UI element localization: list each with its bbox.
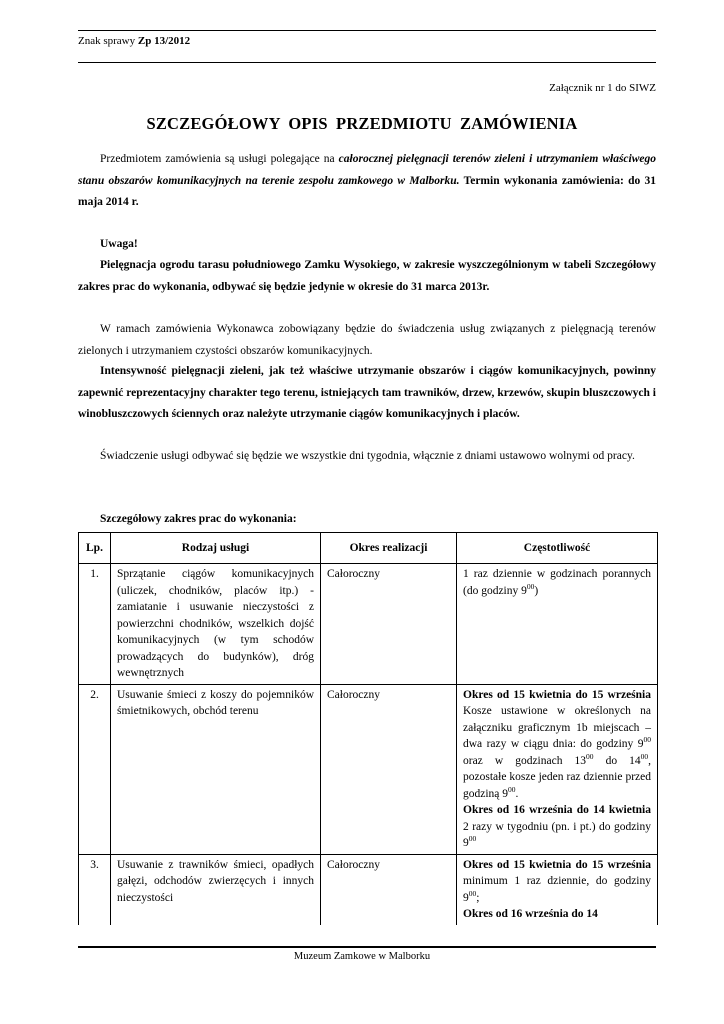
row-frequency: Okres od 15 kwietnia do 15 września minimum 1 raz dziennie, do godziny $9^{00}$; Okres od 16 września do 14 bbox=[457, 854, 658, 925]
table-row bbox=[79, 684, 658, 854]
intro-text: Przedmiotem zamówienia są usługi polegające na bbox=[100, 153, 339, 165]
row-lp: 2. bbox=[79, 684, 111, 854]
header-top-rule bbox=[78, 30, 656, 31]
intro-deadline: Termin wykonania zamówienia: do 31 maja 2014 r. bbox=[78, 174, 657, 208]
works-table bbox=[78, 532, 658, 925]
header-period: Okres realizacji bbox=[321, 533, 457, 564]
page-title: SZCZEGÓŁOWY OPIS PRZEDMIOTU ZAMÓWIENIA bbox=[146, 114, 578, 133]
case-reference bbox=[78, 35, 190, 47]
header-frequency: Częstotliwość bbox=[457, 533, 658, 564]
header-bottom-rule bbox=[78, 62, 656, 63]
table-header-row bbox=[79, 533, 658, 564]
note-heading: Uwaga! bbox=[100, 238, 138, 250]
table-row bbox=[79, 854, 658, 925]
intensity-paragraph: Intensywność pielęgnacji zieleni, jak też właściwe utrzymanie obszarów i ciągów komunikacyjnych, powinny zapewnić reprezentacyjny charakter tego terenu, istniejących tam trawników, drzew, krzewów, skupin bluszczowych i winobluszczowych ściennych oraz należyte utrzymanie ciągów komunikacyjnych i placów. bbox=[78, 365, 656, 420]
schedule-paragraph: Świadczenie usługi odbywać się będzie we wszystkie dni tygodnia, włącznie z dniami ustawowo wolnymi od pracy. bbox=[100, 450, 635, 462]
table-caption: Szczegółowy zakres prac do wykonania: bbox=[100, 513, 297, 525]
footer-text: Muzeum Zamkowe w Malborku bbox=[293, 951, 431, 962]
case-label: Znak sprawy bbox=[78, 35, 136, 47]
scope-paragraph: W ramach zamówienia Wykonawca zobowiązany będzie do świadczenia usług związanych z pielęgnacją terenów zielonych i utrzymaniem czystości obszarów komunikacyjnych. bbox=[78, 323, 656, 357]
header-service: Rodzaj usługi bbox=[111, 533, 321, 564]
row-lp: 1. bbox=[79, 564, 111, 685]
row-service: Usuwanie z trawników śmieci, opadłych gałęzi, odchodów zwierzęcych i innych nieczystości bbox=[111, 854, 321, 925]
header-lp: Lp. bbox=[79, 533, 111, 564]
intro-paragraph bbox=[78, 149, 656, 214]
table-row bbox=[79, 564, 658, 685]
row-service: Sprzątanie ciągów komunikacyjnych (uliczek, chodników, placów itp.) - zamiatanie i usuwanie nieczystości z powierzchni chodników, wszelkich dojść komunikacyjnych (w tym schodów prowadzących do budynków), dróg wewnętrznych bbox=[111, 564, 321, 685]
row-lp: 3. bbox=[79, 854, 111, 925]
case-number: Zp 13/2012 bbox=[137, 35, 191, 47]
attachment-label: Załącznik nr 1 do SIWZ bbox=[549, 82, 656, 94]
footer-rule bbox=[78, 946, 656, 948]
row-service: Usuwanie śmieci z koszy do pojemników śmietnikowych, obchód terenu bbox=[111, 684, 321, 854]
row-frequency: Okres od 15 kwietnia do 15 września Kosze ustawione w określonych na załączniku graficznym 1b miejscach – dwa razy w ciągu dnia: do godziny $9^{00}$ oraz w godzinach $13^{00}$ do $14^{00}$, pozostałe kosze jeden raz dziennie przed godziną $9^{00}$. Okres od 16 września do 14 kwietnia 2 razy w tygodniu (pn. i pt.) do godziny $9^{00}$ bbox=[457, 684, 658, 854]
note-text: Pielęgnacja ogrodu tarasu południowego Zamku Wysokiego, w zakresie wyszczególnionym w tabeli Szczegółowy zakres prac do wykonania, odbywać się będzie jedynie w okresie do 31 marca 2013r. bbox=[78, 259, 656, 293]
intro-italic: całorocznej pielęgnacji terenów zieleni i utrzymaniem właściwego stanu obszarów komunikacyjnych na terenie zespołu zamkowego w Malborku. bbox=[78, 153, 656, 187]
row-period: Całoroczny bbox=[321, 854, 457, 925]
row-period: Całoroczny bbox=[321, 564, 457, 685]
row-period: Całoroczny bbox=[321, 684, 457, 854]
row-frequency: 1 raz dziennie w godzinach porannych (do godziny $9^{00}$) bbox=[457, 564, 658, 685]
